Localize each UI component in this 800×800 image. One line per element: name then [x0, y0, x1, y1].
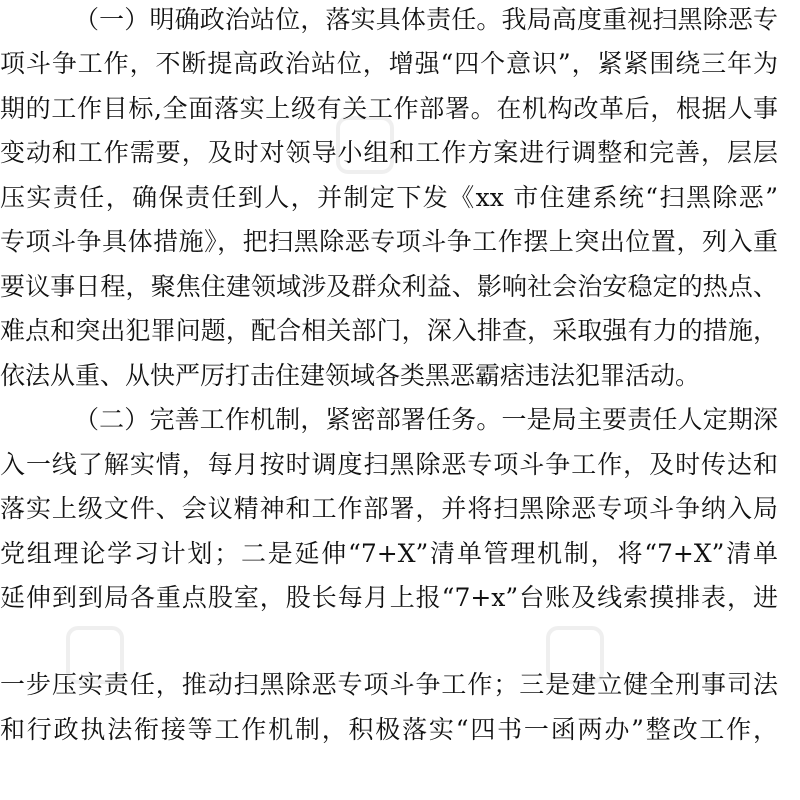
paragraph-2-line-6: 一步压实责任，推动扫黑除恶专项斗争工作；三是建立健全刑事司法 [0, 670, 778, 699]
paragraph-2-line-2: 入一线了解实情，每月按时调度扫黑除恶专项斗争工作，及时传达和 [0, 450, 778, 479]
paragraph-1-line-8: 难点和突出犯罪问题，配合相关部门，深入排查，采取强有力的措施， [0, 316, 778, 345]
paragraph-2-line-3: 落实上级文件、会议精神和工作部署，并将扫黑除恶专项斗争纳入局 [0, 494, 778, 523]
paragraph-2-line-4: 党组理论学习计划；二是延伸“7+X”清单管理机制，将“7+X”清单 [0, 539, 778, 568]
paragraph-2-line-1: （二）完善工作机制，紧密部署任务。一是局主要责任人定期深 [74, 405, 778, 434]
watermark-icon [540, 620, 610, 690]
paragraph-1-line-6: 专项斗争具体措施》，把扫黑除恶专项斗争工作摆上突出位置，列入重 [0, 227, 778, 256]
paragraph-1-line-7: 要议事日程，聚焦住建领域涉及群众利益、影响社会治安稳定的热点、 [0, 272, 778, 301]
watermark-icon [60, 620, 130, 690]
paragraph-1-line-3: 期的工作目标,全面落实上级有关工作部署。在机构改革后，根据人事 [0, 94, 778, 123]
paragraph-2-line-5: 延伸到到局各重点股室，股长每月上报“7+x”台账及线索摸排表，进 [0, 583, 778, 612]
paragraph-1-line-5: 压实责任，确保责任到人，并制定下发《xx 市住建系统“扫黑除恶” [0, 183, 778, 212]
watermark-icon [330, 110, 400, 180]
paragraph-1-line-9: 依法从重、从快严厉打击住建领域各类黑恶霸痞违法犯罪活动。 [0, 361, 701, 390]
paragraph-1-line-2: 项斗争工作，不断提高政治站位，增强“四个意识”，紧紧围绕三年为 [0, 49, 778, 78]
paragraph-2-line-7: 和行政执法衔接等工作机制，积极落实“四书一函两办”整改工作， [0, 715, 778, 744]
paragraph-1-line-4: 变动和工作需要，及时对领导小组和工作方案进行调整和完善，层层 [0, 138, 778, 167]
paragraph-1-line-1: （一）明确政治站位，落实具体责任。我局高度重视扫黑除恶专 [74, 5, 778, 34]
